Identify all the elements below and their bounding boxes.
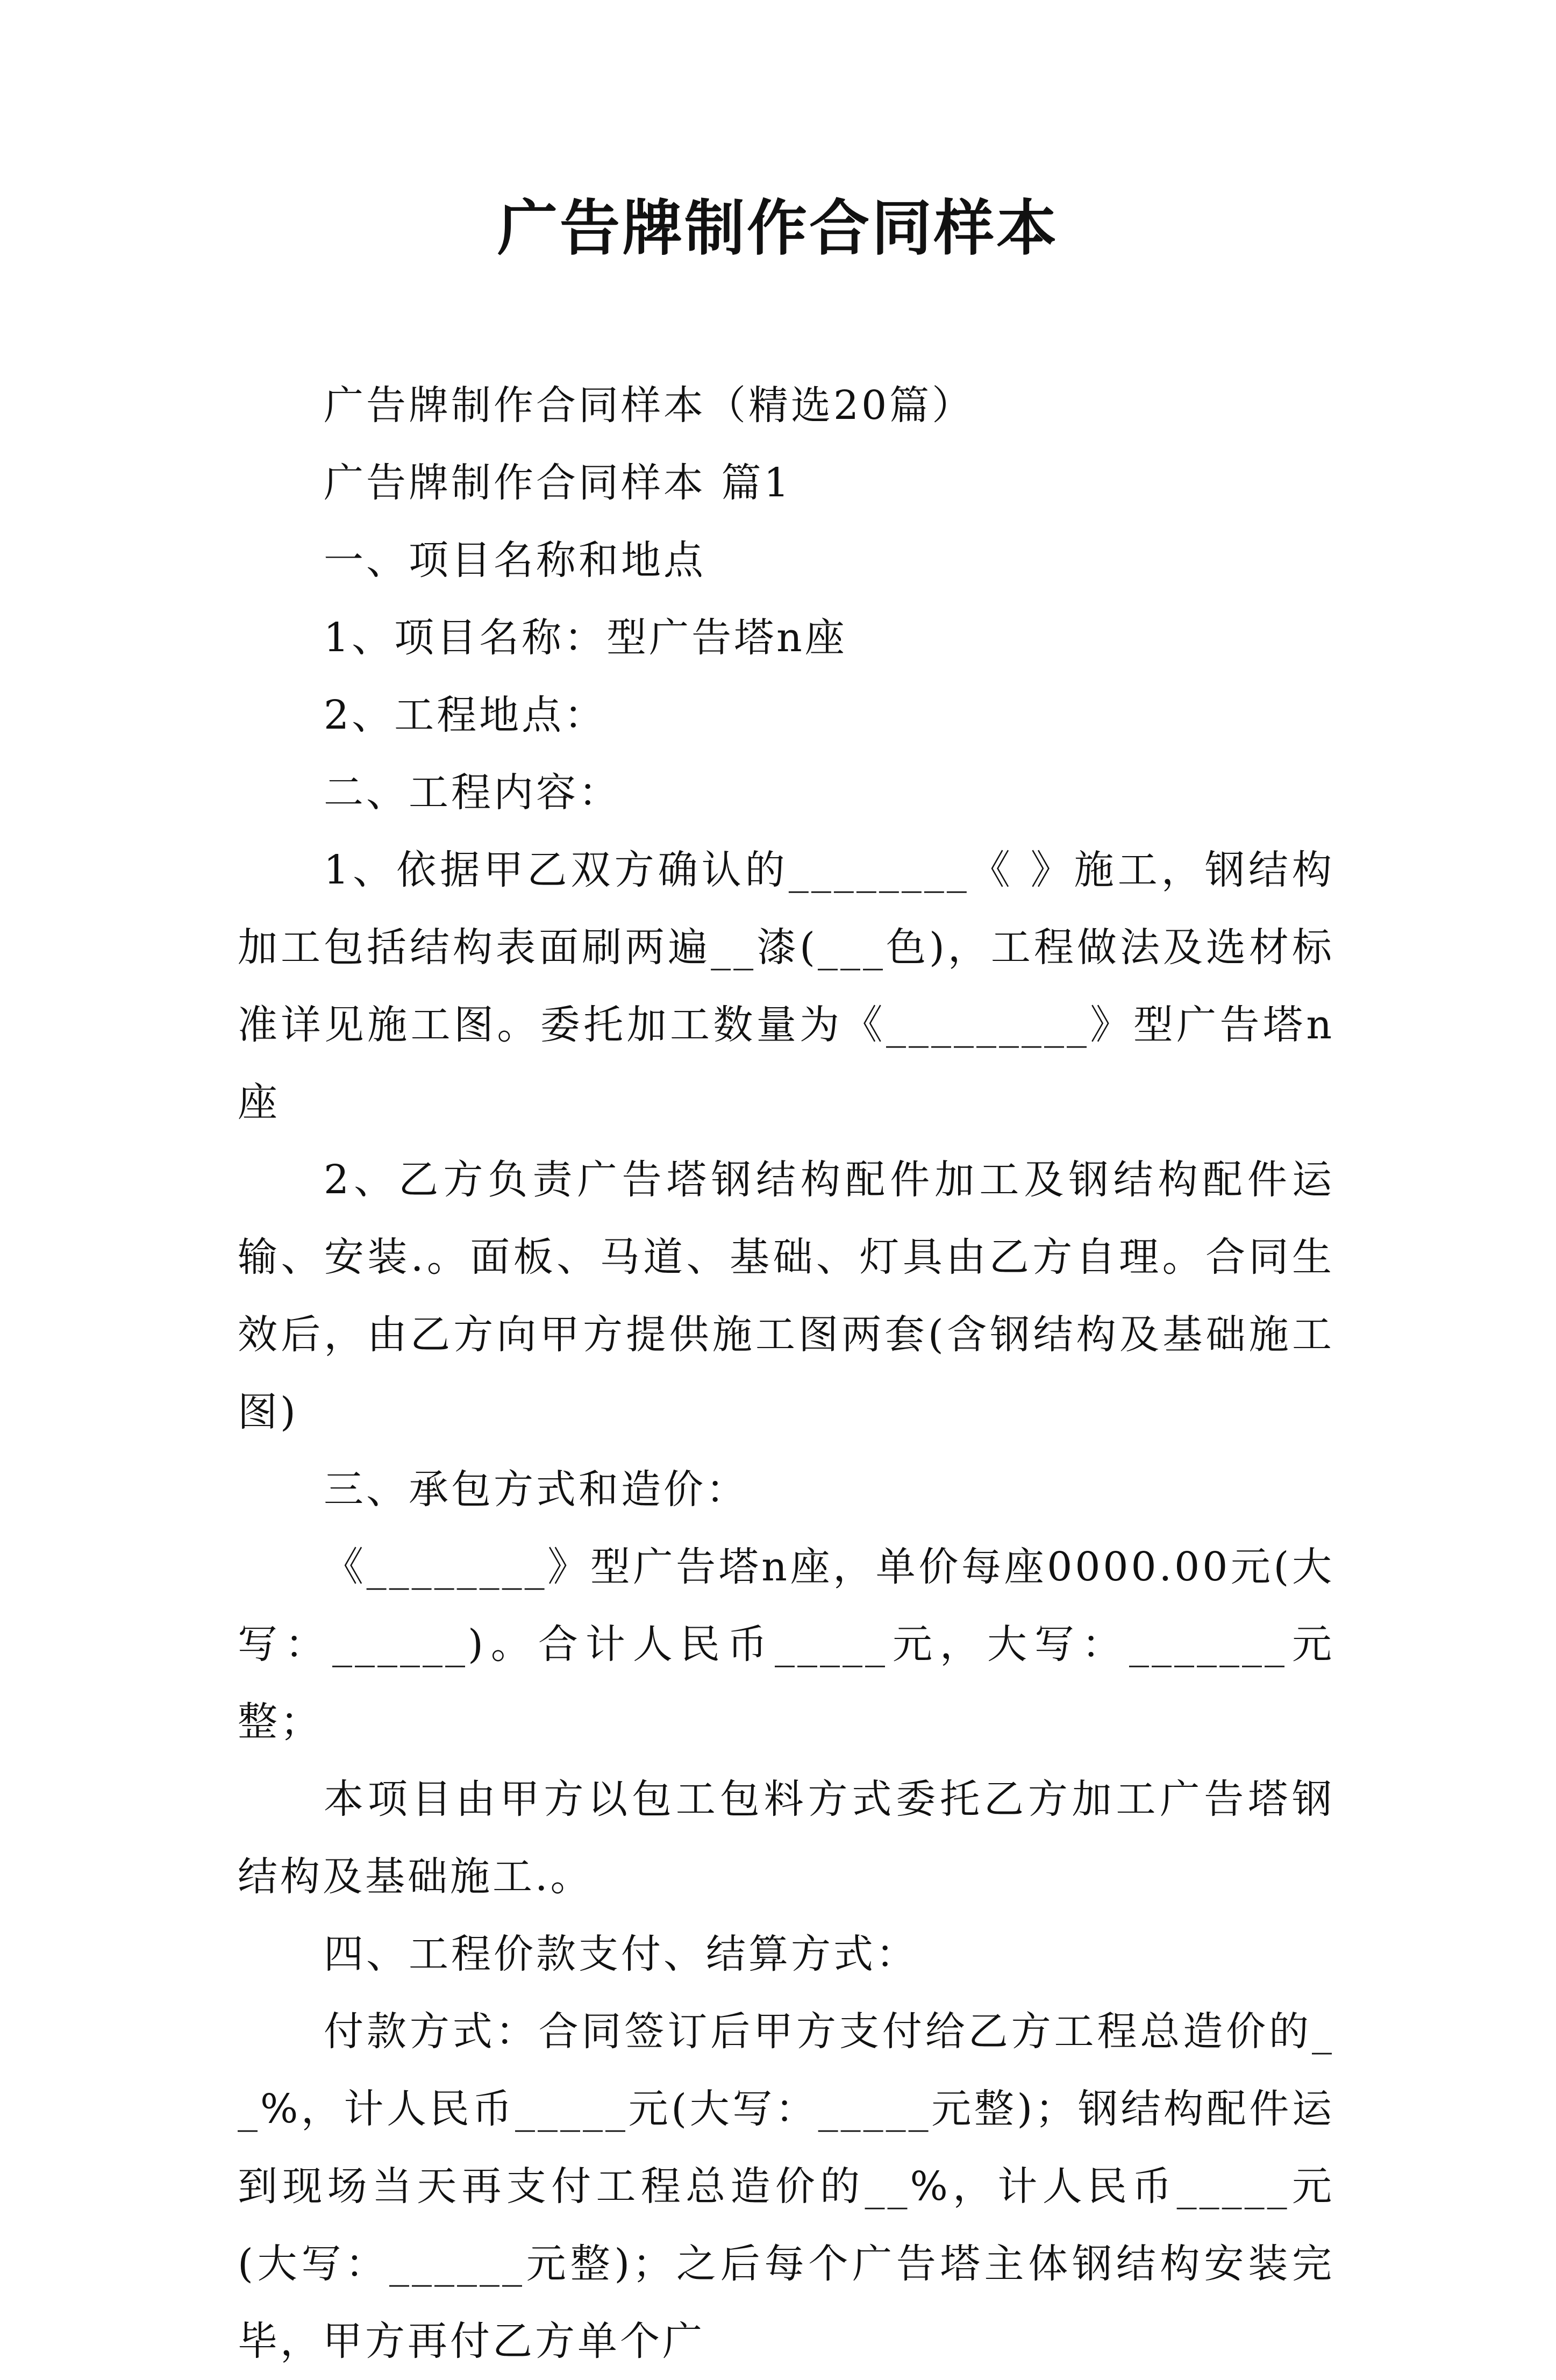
paragraph-clause-4-heading: 四、工程价款支付、结算方式： [324, 1931, 918, 1977]
document-title: 广告牌制作合同样本 [497, 193, 1059, 263]
paragraph-work-content-1: 1、依据甲乙双方确认的________《 》施工，钢结构加工包括结构表面刷两遍__漆(___色)，工程做法及选材标准详见施工图。委托加工数量为《_________》型广告塔n座 [238, 847, 1334, 1125]
paragraph-clause-3-heading: 三、承包方式和造价： [324, 1466, 748, 1513]
paragraph-clause-1-heading: 一、项目名称和地点 [324, 537, 706, 583]
paragraph-payment: 付款方式：合同签订后甲方支付给乙方工程总造价的__%，计人民币_____元(大写：_____元整)；钢结构配件运到现场当天再支付工程总造价的__%，计人民币_____元(大写：______元整)；之后每个广告塔主体钢结构安装完毕，甲方再付乙方单个广 [238, 2008, 1334, 2364]
paragraph-clause-2-heading: 二、工程内容： [324, 769, 621, 816]
paragraph-project-name: 1、项目名称：型广告塔n座 [324, 615, 847, 661]
paragraph-contract-mode: 本项目由甲方以包工包料方式委托乙方加工广告塔钢结构及基础施工.。 [238, 1776, 1334, 1900]
paragraph-price: 《________》型广告塔n座，单价每座0000.00元(大写：______)。合计人民币_____元，大写：_______元整； [238, 1544, 1334, 1745]
paragraph-section-heading: 广告牌制作合同样本 篇1 [324, 460, 792, 506]
paragraph-work-content-2: 2、乙方负责广告塔钢结构配件加工及钢结构配件运输、安装.。面板、马道、基础、灯具由乙方自理。合同生效后，由乙方向甲方提供施工图两套(含钢结构及基础施工图) [238, 1157, 1334, 1435]
paragraph-subtitle: 广告牌制作合同样本（精选20篇） [324, 382, 975, 429]
document-body [238, 367, 1334, 2380]
paragraph-project-location: 2、工程地点： [324, 692, 607, 738]
